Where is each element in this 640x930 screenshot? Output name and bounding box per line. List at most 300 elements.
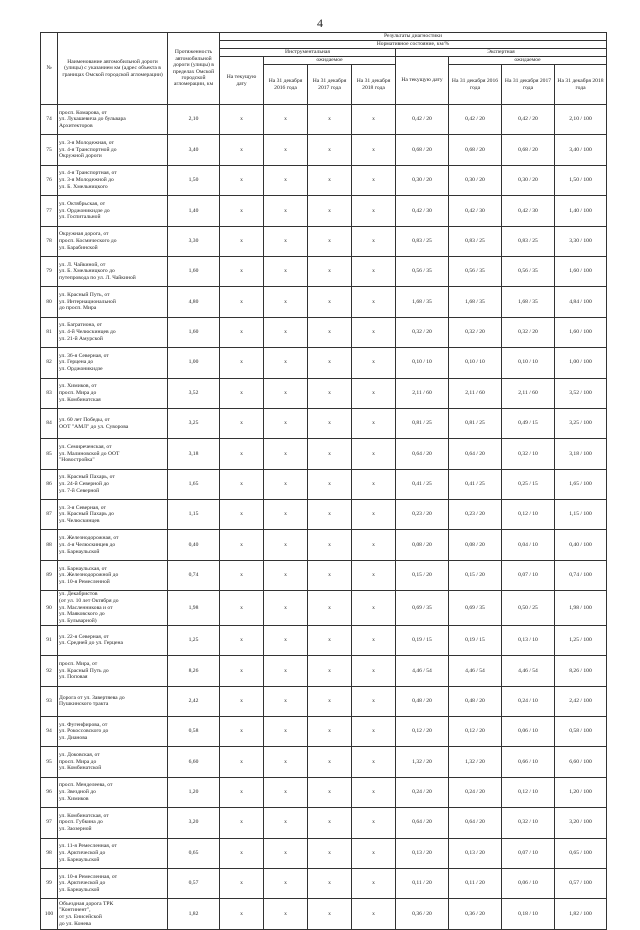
road-name-line: просп. Комарова, от xyxy=(59,109,107,116)
expert-2017: 0,68 / 20 xyxy=(502,135,555,165)
expert-2017: 0,07 / 10 xyxy=(502,838,555,868)
table-row xyxy=(41,256,607,286)
expert-2018: 1,15 / 100 xyxy=(555,500,607,530)
road-length: 1,50 xyxy=(168,165,220,195)
row-number: 85 xyxy=(41,439,58,469)
road-name-line: ул. 60 лет Победы, от xyxy=(59,416,110,423)
instr-2018: x xyxy=(352,591,396,626)
road-name-line: ул. 3-я Молодежной до xyxy=(59,177,114,184)
instr-2016: x xyxy=(264,808,308,838)
instr-current: x xyxy=(220,868,264,898)
road-name-line: ул. Красный Пахарь до xyxy=(59,511,114,518)
road-name-line: ул. Октябрьская, от xyxy=(59,200,106,207)
road-length: 3,52 xyxy=(168,378,220,408)
expert-2016: 0,08 / 20 xyxy=(449,530,502,560)
instr-2016: x xyxy=(264,287,308,317)
row-number: 100 xyxy=(41,899,58,929)
road-name-line: ул. Масленникова и от xyxy=(59,604,113,611)
expert-2016: 0,81 / 25 xyxy=(449,408,502,438)
row-number: 88 xyxy=(41,530,58,560)
road-length: 3,25 xyxy=(168,408,220,438)
road-name-line: ул. Фугенфирова, от xyxy=(59,721,108,728)
road-name-line: ул. Л. Чайкиной, от xyxy=(59,261,106,268)
expert-2016: 0,24 / 20 xyxy=(449,777,502,807)
road-name-line: ул. 4-я Транспортная, от xyxy=(59,170,117,177)
row-number: 84 xyxy=(41,408,58,438)
road-length: 0,58 xyxy=(168,716,220,746)
table-row xyxy=(41,226,607,256)
expert-2016: 0,68 / 20 xyxy=(449,135,502,165)
instr-2018: x xyxy=(352,256,396,286)
road-name-line: ул. Комбинатская xyxy=(59,396,101,403)
instr-current: x xyxy=(220,378,264,408)
instr-2018: x xyxy=(352,469,396,499)
expert-2017: 4,46 / 54 xyxy=(502,656,555,686)
expert-2017: 0,42 / 20 xyxy=(502,105,555,135)
road-name xyxy=(58,105,168,135)
road-name-line: просп. Менделеева, от xyxy=(59,782,113,789)
instr-2017: x xyxy=(308,165,352,195)
road-name-line: ул. Заозерной xyxy=(59,826,92,833)
road-length: 0,57 xyxy=(168,868,220,898)
table-row xyxy=(41,560,607,590)
instr-2017: x xyxy=(308,656,352,686)
expert-2017: 0,32 / 10 xyxy=(502,808,555,838)
road-name-line: ул. Дианова xyxy=(59,734,88,741)
expert-2017: 0,25 / 15 xyxy=(502,469,555,499)
road-length: 1,60 xyxy=(168,317,220,347)
road-name-line: ул. Барнаульская, от xyxy=(59,565,107,572)
road-name xyxy=(58,500,168,530)
expert-2018: 3,52 / 100 xyxy=(555,378,607,408)
row-number: 78 xyxy=(41,226,58,256)
road-name xyxy=(58,747,168,777)
instr-2018: x xyxy=(352,777,396,807)
table-row xyxy=(41,530,607,560)
table-row xyxy=(41,899,607,929)
expert-current: 0,48 / 20 xyxy=(396,686,449,716)
expert-2016: 0,64 / 20 xyxy=(449,808,502,838)
header-instrumental: Инструментальная xyxy=(220,49,396,57)
instr-current: x xyxy=(220,317,264,347)
expert-2016: 0,23 / 20 xyxy=(449,500,502,530)
expert-current: 0,69 / 35 xyxy=(396,591,449,626)
header-instr-2018: На 31 декабря 2018 года xyxy=(352,65,396,105)
instr-2016: x xyxy=(264,105,308,135)
instr-current: x xyxy=(220,560,264,590)
road-name xyxy=(58,196,168,226)
instr-2016: x xyxy=(264,469,308,499)
header-expert-expected: ожидаемое xyxy=(449,57,607,65)
road-name xyxy=(58,287,168,317)
road-name-line: ул. Красный Пахарь, от xyxy=(59,474,115,481)
road-name-line: просп. Мира до xyxy=(59,758,97,765)
table-row xyxy=(41,686,607,716)
instr-current: x xyxy=(220,777,264,807)
expert-2016: 0,32 / 20 xyxy=(449,317,502,347)
expert-2018: 2,10 / 100 xyxy=(555,105,607,135)
instr-2018: x xyxy=(352,135,396,165)
expert-2017: 0,10 / 10 xyxy=(502,348,555,378)
expert-2018: 8,26 / 100 xyxy=(555,656,607,686)
instr-2017: x xyxy=(308,838,352,868)
road-name xyxy=(58,868,168,898)
road-name-line: ул. Поповая xyxy=(59,674,88,681)
instr-2017: x xyxy=(308,530,352,560)
expert-2016: 0,83 / 25 xyxy=(449,226,502,256)
road-length: 0,40 xyxy=(168,530,220,560)
road-name-line: ул. Красный Путь, от xyxy=(59,291,110,298)
expert-current: 2,11 / 60 xyxy=(396,378,449,408)
row-number: 96 xyxy=(41,777,58,807)
expert-2018: 3,40 / 100 xyxy=(555,135,607,165)
expert-current: 0,10 / 10 xyxy=(396,348,449,378)
expert-2016: 0,10 / 10 xyxy=(449,348,502,378)
header-results: Результаты диагностики xyxy=(220,33,607,41)
expert-2018: 1,65 / 100 xyxy=(555,469,607,499)
table-row xyxy=(41,500,607,530)
table-row xyxy=(41,317,607,347)
road-name-line: ул. Госпитальной xyxy=(59,214,101,221)
road-name-line: ул. Химиков, от xyxy=(59,383,97,390)
expert-current: 0,11 / 20 xyxy=(396,868,449,898)
road-name xyxy=(58,226,168,256)
instr-2018: x xyxy=(352,808,396,838)
instr-2016: x xyxy=(264,439,308,469)
instr-2016: x xyxy=(264,500,308,530)
road-name-line: ул. 10-я Ремесленная, от xyxy=(59,873,118,880)
header-expert-2018: На 31 декабря 2018 года xyxy=(555,65,607,105)
expert-current: 0,13 / 20 xyxy=(396,838,449,868)
expert-2017: 0,24 / 10 xyxy=(502,686,555,716)
road-name-line: ул. 10-я Ремесленной xyxy=(59,578,110,585)
instr-current: x xyxy=(220,165,264,195)
instr-2018: x xyxy=(352,196,396,226)
road-length: 1,20 xyxy=(168,777,220,807)
expert-current: 0,64 / 20 xyxy=(396,808,449,838)
road-name-line: ул. Арктической до xyxy=(59,849,106,856)
instr-2018: x xyxy=(352,716,396,746)
road-name-line: ул. Б. Хмельницкого xyxy=(59,183,108,190)
expert-2018: 1,60 / 100 xyxy=(555,317,607,347)
header-expert-2017: На 31 декабря 2017 года xyxy=(502,65,555,105)
instr-2016: x xyxy=(264,716,308,746)
header-instr-expected: ожидаемое xyxy=(264,57,396,65)
road-name-line: просп. Мира, от xyxy=(59,660,98,667)
expert-2016: 0,12 / 20 xyxy=(449,716,502,746)
road-name-line: до просп. Мира xyxy=(59,305,97,312)
instr-2018: x xyxy=(352,686,396,716)
road-length: 1,82 xyxy=(168,899,220,929)
table-row xyxy=(41,135,607,165)
row-number: 74 xyxy=(41,105,58,135)
road-name-line: Пушкинского тракта xyxy=(59,701,109,708)
road-name xyxy=(58,530,168,560)
instr-2018: x xyxy=(352,378,396,408)
expert-2018: 1,60 / 100 xyxy=(555,256,607,286)
expert-2016: 0,11 / 20 xyxy=(449,868,502,898)
table-row xyxy=(41,591,607,626)
row-number: 95 xyxy=(41,747,58,777)
expert-current: 0,56 / 35 xyxy=(396,256,449,286)
table-row xyxy=(41,378,607,408)
header-normative: Нормативное состояние, км/% xyxy=(220,41,607,49)
instr-2018: x xyxy=(352,408,396,438)
table-row xyxy=(41,348,607,378)
header-length: Протяженность автомобильной дороги (улицы) в пределах Омской городской агломерации, км xyxy=(168,33,220,105)
instr-2016: x xyxy=(264,560,308,590)
header-instr-2016: На 31 декабря 2016 года xyxy=(264,65,308,105)
instr-2018: x xyxy=(352,868,396,898)
instr-current: x xyxy=(220,348,264,378)
instr-2016: x xyxy=(264,530,308,560)
instr-current: x xyxy=(220,135,264,165)
instr-2018: x xyxy=(352,348,396,378)
road-name-line: до ул. Конева xyxy=(59,920,91,927)
road-name xyxy=(58,439,168,469)
expert-2018: 3,18 / 100 xyxy=(555,439,607,469)
table-header xyxy=(41,33,607,105)
expert-current: 0,15 / 20 xyxy=(396,560,449,590)
road-name-line: ул. Семиреченская, от xyxy=(59,443,112,450)
table-row xyxy=(41,868,607,898)
table-body xyxy=(41,105,607,930)
instr-2017: x xyxy=(308,105,352,135)
instr-2017: x xyxy=(308,256,352,286)
road-name-line: ул. Декабристов xyxy=(59,591,98,598)
expert-current: 0,41 / 25 xyxy=(396,469,449,499)
road-name-line: ул. Малиновской до ООТ xyxy=(59,450,120,457)
instr-2017: x xyxy=(308,378,352,408)
expert-2016: 0,56 / 35 xyxy=(449,256,502,286)
header-expert-current: На текущую дату xyxy=(396,57,449,105)
expert-current: 0,30 / 20 xyxy=(396,165,449,195)
row-number: 91 xyxy=(41,625,58,655)
instr-2017: x xyxy=(308,868,352,898)
road-diagnostics-table xyxy=(40,32,607,930)
instr-current: x xyxy=(220,287,264,317)
header-no: № xyxy=(41,33,58,105)
instr-2016: x xyxy=(264,226,308,256)
instr-2018: x xyxy=(352,439,396,469)
instr-2018: x xyxy=(352,899,396,929)
expert-2017: 0,56 / 35 xyxy=(502,256,555,286)
road-name-line: ул. 21-й Амурской xyxy=(59,335,103,342)
road-name xyxy=(58,899,168,929)
road-name-line: ул. 4-я Челюскинцев до xyxy=(59,541,116,548)
expert-2017: 0,42 / 30 xyxy=(502,196,555,226)
road-name-line: ул. Лукашевича до бульвара xyxy=(59,116,126,123)
expert-2016: 0,42 / 20 xyxy=(449,105,502,135)
instr-2017: x xyxy=(308,348,352,378)
instr-2016: x xyxy=(264,256,308,286)
expert-current: 0,81 / 25 xyxy=(396,408,449,438)
expert-current: 0,68 / 20 xyxy=(396,135,449,165)
road-name xyxy=(58,256,168,286)
instr-2016: x xyxy=(264,135,308,165)
expert-2017: 0,32 / 10 xyxy=(502,439,555,469)
road-name-line: ул. Комбинатской xyxy=(59,765,102,772)
instr-2017: x xyxy=(308,591,352,626)
instr-2017: x xyxy=(308,899,352,929)
expert-2017: 0,12 / 10 xyxy=(502,500,555,530)
expert-2018: 1,40 / 100 xyxy=(555,196,607,226)
road-name xyxy=(58,777,168,807)
instr-current: x xyxy=(220,256,264,286)
road-name-line: ул. Герцена до xyxy=(59,359,94,366)
expert-2018: 1,82 / 100 xyxy=(555,899,607,929)
expert-2017: 0,32 / 20 xyxy=(502,317,555,347)
road-name-line: ул. 22-я Северная, от xyxy=(59,633,109,640)
instr-2018: x xyxy=(352,625,396,655)
instr-2017: x xyxy=(308,439,352,469)
road-name-line: ул. Багратиона, от xyxy=(59,322,102,329)
table-row xyxy=(41,838,607,868)
instr-2018: x xyxy=(352,500,396,530)
instr-current: x xyxy=(220,838,264,868)
instr-2016: x xyxy=(264,591,308,626)
expert-2017: 0,13 / 10 xyxy=(502,625,555,655)
header-expert-2016: На 31 декабря 2016 года xyxy=(449,65,502,105)
instr-2017: x xyxy=(308,625,352,655)
instr-2016: x xyxy=(264,868,308,898)
instr-2016: x xyxy=(264,165,308,195)
road-name-line: "Континент", xyxy=(59,907,91,914)
instr-2016: x xyxy=(264,625,308,655)
instr-2017: x xyxy=(308,500,352,530)
instr-2017: x xyxy=(308,469,352,499)
expert-2018: 1,00 / 100 xyxy=(555,348,607,378)
expert-current: 0,12 / 20 xyxy=(396,716,449,746)
row-number: 79 xyxy=(41,256,58,286)
road-length: 6,60 xyxy=(168,747,220,777)
road-length: 0,65 xyxy=(168,838,220,868)
instr-current: x xyxy=(220,196,264,226)
instr-current: x xyxy=(220,408,264,438)
instr-2016: x xyxy=(264,317,308,347)
instr-2018: x xyxy=(352,287,396,317)
expert-2018: 3,25 / 100 xyxy=(555,408,607,438)
road-name-line: Архитекторов xyxy=(59,123,93,130)
instr-2016: x xyxy=(264,196,308,226)
row-number: 83 xyxy=(41,378,58,408)
instr-2017: x xyxy=(308,808,352,838)
road-name-line: ул. 3-я Молодежная, от xyxy=(59,140,114,147)
expert-2017: 0,07 / 10 xyxy=(502,560,555,590)
instr-current: x xyxy=(220,656,264,686)
road-name xyxy=(58,625,168,655)
road-name-line: ул. 7-й Северной xyxy=(59,487,100,494)
instr-2017: x xyxy=(308,777,352,807)
instr-2018: x xyxy=(352,560,396,590)
header-instr-current: На текущую дату xyxy=(220,57,264,105)
instr-2017: x xyxy=(308,716,352,746)
expert-2016: 1,68 / 35 xyxy=(449,287,502,317)
expert-2018: 4,84 / 100 xyxy=(555,287,607,317)
instr-2016: x xyxy=(264,408,308,438)
road-name xyxy=(58,469,168,499)
road-name-line: ул. Красный Путь до xyxy=(59,667,109,674)
expert-current: 4,46 / 54 xyxy=(396,656,449,686)
expert-2018: 0,65 / 100 xyxy=(555,838,607,868)
expert-2017: 0,49 / 15 xyxy=(502,408,555,438)
road-length: 1,40 xyxy=(168,196,220,226)
table-row xyxy=(41,287,607,317)
instr-current: x xyxy=(220,716,264,746)
instr-current: x xyxy=(220,469,264,499)
table-row xyxy=(41,469,607,499)
road-length: 2,42 xyxy=(168,686,220,716)
expert-current: 0,36 / 20 xyxy=(396,899,449,929)
road-name-line: ул. Железнодорожная, от xyxy=(59,535,119,542)
road-name-line: просп. Губкина до xyxy=(59,819,103,826)
expert-2017: 0,30 / 20 xyxy=(502,165,555,195)
road-name-line: Окружной дороги xyxy=(59,153,102,160)
road-name-line: ул. Звездной до xyxy=(59,789,96,796)
road-length: 1,25 xyxy=(168,625,220,655)
table-row xyxy=(41,777,607,807)
road-name-line: "Новостройка" xyxy=(59,457,95,464)
page-number: 4 xyxy=(317,16,323,30)
road-name-line: Окружная дорога, от xyxy=(59,231,109,238)
road-name xyxy=(58,317,168,347)
expert-2016: 4,46 / 54 xyxy=(449,656,502,686)
instr-2017: x xyxy=(308,560,352,590)
road-name-line: (от ул. 10 лет Октября до xyxy=(59,597,119,604)
row-number: 98 xyxy=(41,838,58,868)
road-name xyxy=(58,686,168,716)
road-name-line: ул. Комбинатская, от xyxy=(59,812,109,819)
expert-2016: 0,41 / 25 xyxy=(449,469,502,499)
instr-2016: x xyxy=(264,348,308,378)
road-name xyxy=(58,165,168,195)
instr-current: x xyxy=(220,530,264,560)
road-name-line: ул. Барабинской xyxy=(59,244,98,251)
road-name xyxy=(58,348,168,378)
road-name xyxy=(58,716,168,746)
table-row xyxy=(41,105,607,135)
road-length: 2,10 xyxy=(168,105,220,135)
expert-2018: 0,58 / 100 xyxy=(555,716,607,746)
table-row xyxy=(41,408,607,438)
table-row xyxy=(41,625,607,655)
expert-2018: 2,42 / 100 xyxy=(555,686,607,716)
expert-current: 0,83 / 25 xyxy=(396,226,449,256)
expert-2017: 2,11 / 60 xyxy=(502,378,555,408)
instr-2017: x xyxy=(308,317,352,347)
table-row xyxy=(41,165,607,195)
road-name-line: ул. Челюскинцев xyxy=(59,518,100,525)
road-name-line: ул. Барнаульской xyxy=(59,886,100,893)
row-number: 81 xyxy=(41,317,58,347)
instr-current: x xyxy=(220,105,264,135)
expert-2017: 0,06 / 10 xyxy=(502,868,555,898)
road-name-line: ул. Химиков xyxy=(59,795,89,802)
road-name-line: ул. 4-й Челюскинцев до xyxy=(59,329,116,336)
road-name-line: ул. Орджоникидзе до xyxy=(59,207,110,214)
road-name-line: ул. 36-я Северная, от xyxy=(59,352,109,359)
row-number: 93 xyxy=(41,686,58,716)
road-name xyxy=(58,591,168,626)
road-name-line: ул. Интернациональной xyxy=(59,298,116,305)
expert-current: 1,68 / 35 xyxy=(396,287,449,317)
expert-current: 0,32 / 20 xyxy=(396,317,449,347)
expert-2018: 3,20 / 100 xyxy=(555,808,607,838)
expert-2017: 0,06 / 10 xyxy=(502,716,555,746)
expert-2016: 0,15 / 20 xyxy=(449,560,502,590)
road-name-line: Объездная дорога ТРК xyxy=(59,900,114,907)
expert-2018: 3,30 / 100 xyxy=(555,226,607,256)
